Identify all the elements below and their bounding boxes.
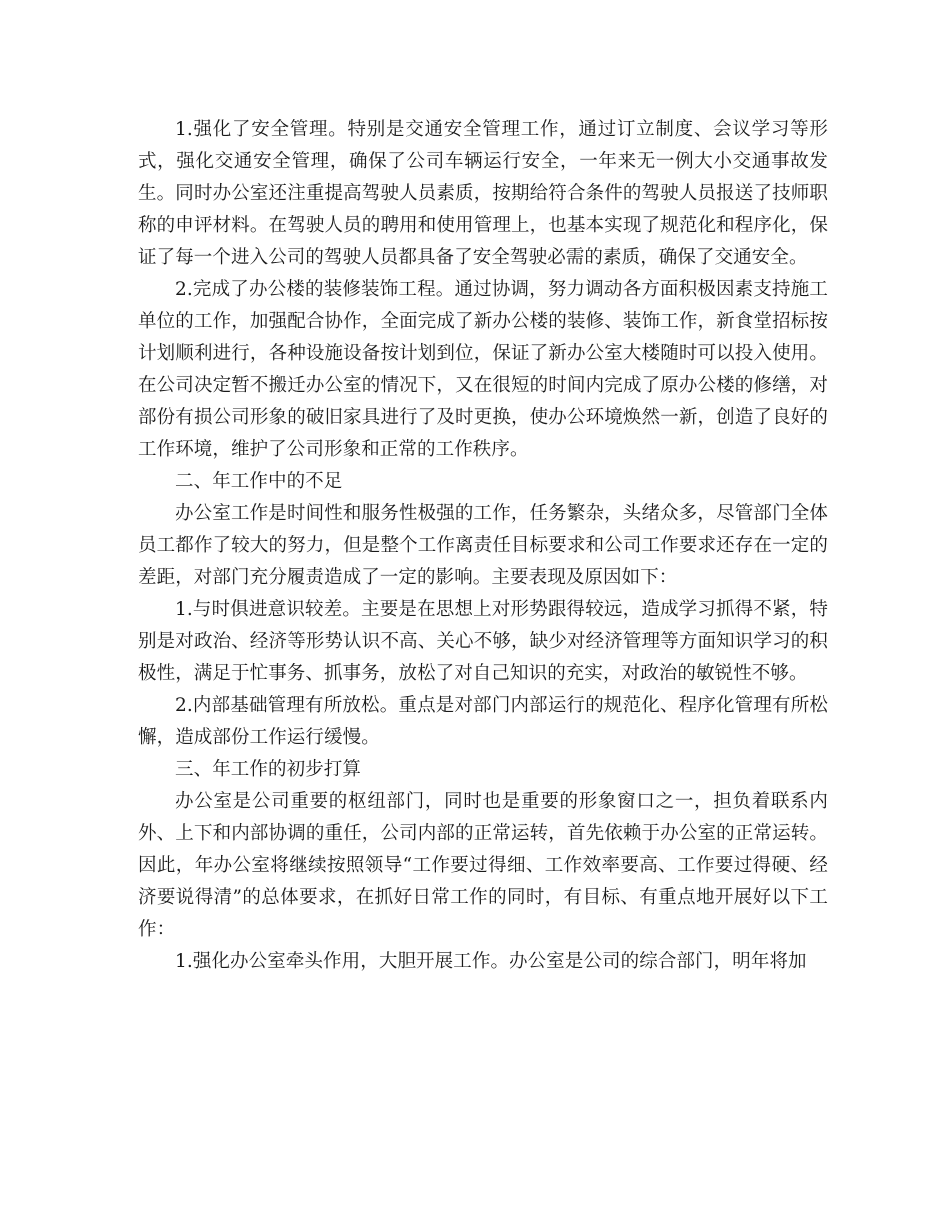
paragraph-lead-role: 1.强化办公室牵头作用，大胆开展工作。办公室是公司的综合部门，明年将加: [175, 951, 807, 972]
paragraph-office-renovation: 2.完成了办公楼的装修装饰工程。通过协调，努力调动各方面积极因素支持施工单位的工作，加强配合协作，全面完成了新办公楼的装修、装饰工作，新食堂招标按计划顺利进行，各种设施设备按计划到位，保证了新办公室大楼随时可以投入使用。在公司决定暂不搬迁办公室的情况下，又在很短的时间内完成了原办公楼的修缮，对部份有损公司形象的破旧家具进行了及时更换，使办公环境焕然一新，创造了良好的工作环境，维护了公司形象和正常的工作秩序。: [138, 279, 828, 460]
section-heading-shortcomings: 二、年工作中的不足: [175, 471, 343, 492]
document-body: [138, 114, 828, 978]
paragraph-awareness: 1.与时俱进意识较差。主要是在思想上对形势跟得较远，造成学习抓得不紧，特别是对政治、经济等形势认识不高、关心不够，缺少对经济管理等方面知识学习的积极性，满足于忙事务、抓事务，放松了对自己知识的充实，对政治的敏锐性不够。: [138, 599, 828, 684]
paragraph-shortcomings-intro: 办公室工作是时间性和服务性极强的工作，任务繁杂，头绪众多，尽管部门全体员工都作了较大的努力，但是整个工作离责任目标要求和公司工作要求还存在一定的差距，对部门充分履责造成了一定的影响。主要表现及原因如下：: [138, 503, 828, 588]
paragraph-internal-management: 2.内部基础管理有所放松。重点是对部门内部运行的规范化、程序化管理有所松懈，造成部份工作运行缓慢。: [138, 695, 828, 748]
paragraph-plans-intro: 办公室是公司重要的枢纽部门，同时也是重要的形象窗口之一，担负着联系内外、上下和内部协调的重任，公司内部的正常运转，首先依赖于办公室的正常运转。因此，年办公室将继续按照领导“工作要过得细、工作效率要高、工作要过得硬、经济要说得清”的总体要求，在抓好日常工作的同时，有目标、有重点地开展好以下工作：: [138, 791, 828, 940]
paragraph-safety-management: 1.强化了安全管理。特别是交通安全管理工作，通过订立制度、会议学习等形式，强化交通安全管理，确保了公司车辆运行安全，一年来无一例大小交通事故发生。同时办公室还注重提高驾驶人员素质，按期给符合条件的驾驶人员报送了技师职称的申评材料。在驾驶人员的聘用和使用管理上，也基本实现了规范化和程序化，保证了每一个进入公司的驾驶人员都具备了安全驾驶必需的素质，确保了交通安全。: [138, 119, 828, 268]
section-heading-plans: 三、年工作的初步打算: [175, 759, 362, 780]
